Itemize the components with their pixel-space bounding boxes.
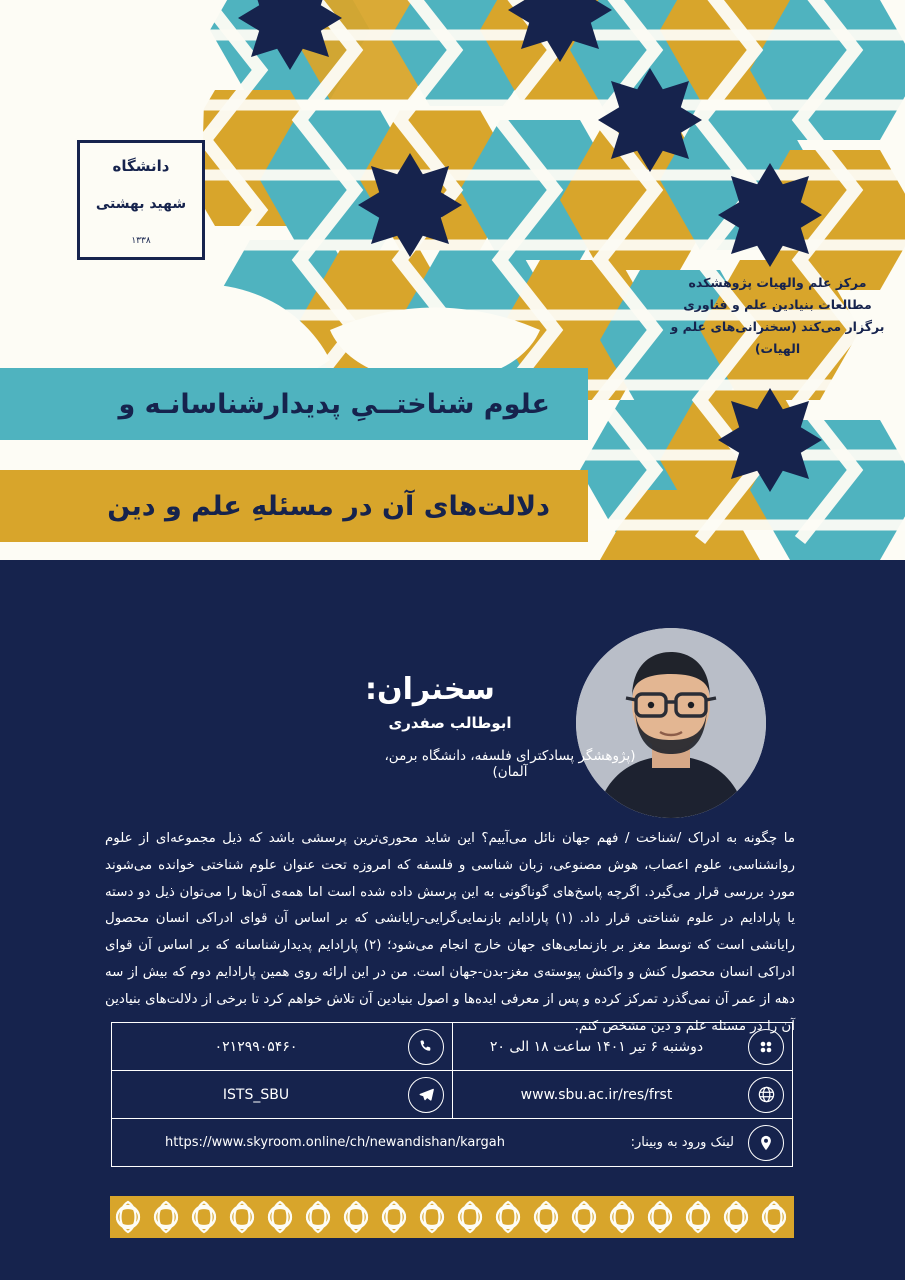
location-pin-icon	[740, 1125, 792, 1161]
globe-icon	[740, 1077, 792, 1113]
info-row-webinar[interactable]	[112, 1119, 792, 1166]
logo-line2: شهید بهشتی	[95, 196, 187, 212]
title-line-1: علوم شناختــیِ پدیدارشناسانـه و	[118, 388, 550, 420]
telegram-icon	[400, 1077, 452, 1113]
university-logo	[77, 140, 205, 260]
info-cell-webinar[interactable]	[112, 1119, 792, 1166]
logo-line1: دانشگاه	[112, 157, 170, 175]
calendar-icon	[740, 1029, 792, 1065]
organizer-caption: مرکز علم والهیات پژوهشکده مطالعات بنیادین علم و فناوری برگزار می‌کند (سخنرانی‌های علم و الهیات)	[670, 275, 885, 356]
webinar-label: لینک ورود به وبینار:	[630, 1135, 734, 1150]
phone-icon	[400, 1029, 452, 1065]
abstract-text: ما چگونه به ادراک /شناخت / فهم جهان نائل می‌آییم؟ این شاید محوری‌ترین پرسشی باشد که ذیل مجموعه‌ای از علوم روانشناسی، علوم اعصاب، هوش مصنوعی، زبان شناسی و فلسفه که امروزه تحت عنوان علوم شناختی خوانده می‌شوند مورد بررسی قرار می‌گیرد. اگرچه پاسخ‌های گوناگونی به این پرسش داده شده است اما همه‌ی آن‌ها را می‌توان ذیل دو دسته یا پارادایم در علوم شناختی قرار داد. (۱) پارادایم بازنمایی‌گرایی-رایانشی که بر اساس آن قوای ادراکی انسان محصول رایانشی است که توسط مغز بر بازنمایی‌های جهان خارج انجام می‌شود؛ (۲) پارادایم پدیدارشناسانه که بر اساس آن قوای ادراکی انسان محصول کنش و واکنش پیوسته‌ی مغز-بدن-جهان است. من در این ارائه روی همین پارادایم دوم که بیش از سه دهه از عمر آن نمی‌گذرد تمرکز کرده و پس از معرفی ایده‌ها و اصول بنیادین آن تلاش خواهم کرد تا برخی از دلالت‌های بنیادین آن را در مسئله علم و دین مشخص کنم.	[105, 831, 796, 1034]
event-datetime: دوشنبه ۶ تیر ۱۴۰۱ ساعت ۱۸ الی ۲۰	[489, 1038, 704, 1055]
speaker-name: ابوطالب صفدری	[388, 714, 512, 732]
telegram-handle[interactable]: ISTS_SBU	[222, 1086, 290, 1103]
webinar-link[interactable]: https://www.skyroom.online/ch/newandishan/kargah	[165, 1135, 505, 1150]
info-cell-website[interactable]	[452, 1071, 792, 1118]
speaker-avatar	[576, 628, 766, 818]
phone-number: ۰۲۱۲۹۹۰۵۴۶۰	[214, 1038, 298, 1055]
info-row-web-telegram	[112, 1071, 792, 1119]
info-cell-date	[452, 1023, 792, 1070]
speaker-label: سخنران:	[365, 672, 495, 707]
title-bar-primary	[0, 368, 588, 440]
logo-year: ۱۳۳۸	[131, 236, 151, 246]
speaker-affiliation: (پژوهشگر پسادکترای فلسفه، دانشگاه برمن، آلمان)	[384, 748, 636, 780]
website-url[interactable]: www.sbu.ac.ir/res/frst	[520, 1086, 673, 1103]
bottom-ornament-strip	[110, 1196, 794, 1238]
info-cell-phone	[112, 1023, 452, 1070]
info-table	[111, 1022, 793, 1167]
title-bar-secondary	[0, 470, 588, 542]
info-row-date-phone	[112, 1023, 792, 1071]
info-cell-telegram[interactable]	[112, 1071, 452, 1118]
title-line-2: دلالت‌های آن در مسئلهِ علم و دین	[107, 490, 550, 522]
